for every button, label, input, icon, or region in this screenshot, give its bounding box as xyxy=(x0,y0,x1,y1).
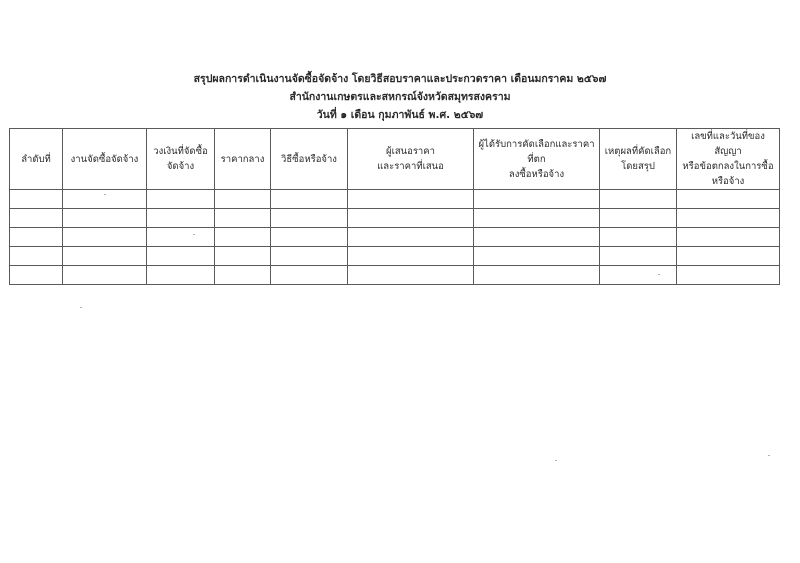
table-cell xyxy=(147,266,215,285)
table-cell xyxy=(10,209,63,228)
table-cell xyxy=(600,266,677,285)
table-cell xyxy=(63,228,147,247)
table-cell xyxy=(677,247,780,266)
table-body xyxy=(10,190,780,285)
table-cell xyxy=(10,247,63,266)
table-cell xyxy=(63,209,147,228)
column-header: งานจัดซื้อจัดจ้าง xyxy=(63,129,147,190)
table-cell xyxy=(271,209,348,228)
column-header: เลขที่และวันที่ของสัญญา หรือข้อตกลงในการซื้อ หรือจ้าง xyxy=(677,129,780,190)
table-cell xyxy=(474,209,600,228)
table-cell xyxy=(271,266,348,285)
table-cell xyxy=(215,266,271,285)
table-cell xyxy=(348,190,474,209)
scan-speck xyxy=(193,234,195,235)
table-cell xyxy=(348,228,474,247)
table-cell xyxy=(147,228,215,247)
table-cell xyxy=(10,190,63,209)
column-header: ผู้ได้รับการคัดเลือกและราคาที่ตก ลงซื้อหรือจ้าง xyxy=(474,129,600,190)
column-header: ราคากลาง xyxy=(215,129,271,190)
table-cell xyxy=(271,190,348,209)
table-cell xyxy=(348,209,474,228)
table-cell xyxy=(215,228,271,247)
table-cell xyxy=(474,266,600,285)
table-cell xyxy=(147,190,215,209)
office-name: สำนักงานเกษตรและสหกรณ์จังหวัดสมุทรสงคราม xyxy=(289,91,511,103)
table-cell xyxy=(10,228,63,247)
table-cell xyxy=(600,209,677,228)
table-cell xyxy=(63,190,147,209)
procurement-table xyxy=(9,128,780,285)
column-header: เหตุผลที่คัดเลือก โดยสรุป xyxy=(600,129,677,190)
scan-speck xyxy=(658,274,660,275)
table-row xyxy=(10,228,780,247)
table-cell xyxy=(147,247,215,266)
table-row xyxy=(10,266,780,285)
table-cell xyxy=(474,228,600,247)
scan-speck xyxy=(80,307,82,308)
table-row xyxy=(10,247,780,266)
table-cell xyxy=(63,266,147,285)
table-cell xyxy=(474,190,600,209)
table-cell xyxy=(10,266,63,285)
column-header: วงเงินที่จัดซื้อ จัดจ้าง xyxy=(147,129,215,190)
table-cell xyxy=(600,228,677,247)
table-cell xyxy=(677,209,780,228)
table-cell xyxy=(215,209,271,228)
table-row xyxy=(10,209,780,228)
report-title: สรุปผลการดำเนินงานจัดซื้อจัดจ้าง โดยวิธีสอบราคาและประกวดราคา เดือนมกราคม ๒๕๖๗ xyxy=(193,73,607,85)
report-date: วันที่ ๑ เดือน กุมภาพันธ์ พ.ศ. ๒๕๖๗ xyxy=(316,109,484,121)
table-cell xyxy=(474,247,600,266)
column-header: วิธีซื้อหรือจ้าง xyxy=(271,129,348,190)
table-cell xyxy=(147,209,215,228)
table-cell xyxy=(215,190,271,209)
table-cell xyxy=(348,266,474,285)
table-cell xyxy=(215,247,271,266)
scan-speck xyxy=(104,194,106,195)
table-row xyxy=(10,190,780,209)
table-cell xyxy=(600,247,677,266)
column-header: ผู้เสนอราคา และราคาที่เสนอ xyxy=(348,129,474,190)
table-cell xyxy=(271,247,348,266)
column-header: ลำดับที่ xyxy=(10,129,63,190)
table-cell xyxy=(600,190,677,209)
table-cell xyxy=(348,247,474,266)
scan-speck xyxy=(768,455,770,456)
table-cell xyxy=(271,228,348,247)
table-header-row xyxy=(10,129,780,190)
table-cell xyxy=(677,266,780,285)
table-cell xyxy=(63,247,147,266)
table-cell xyxy=(677,190,780,209)
scan-speck xyxy=(555,460,557,461)
table-cell xyxy=(677,228,780,247)
report-header xyxy=(0,70,800,124)
